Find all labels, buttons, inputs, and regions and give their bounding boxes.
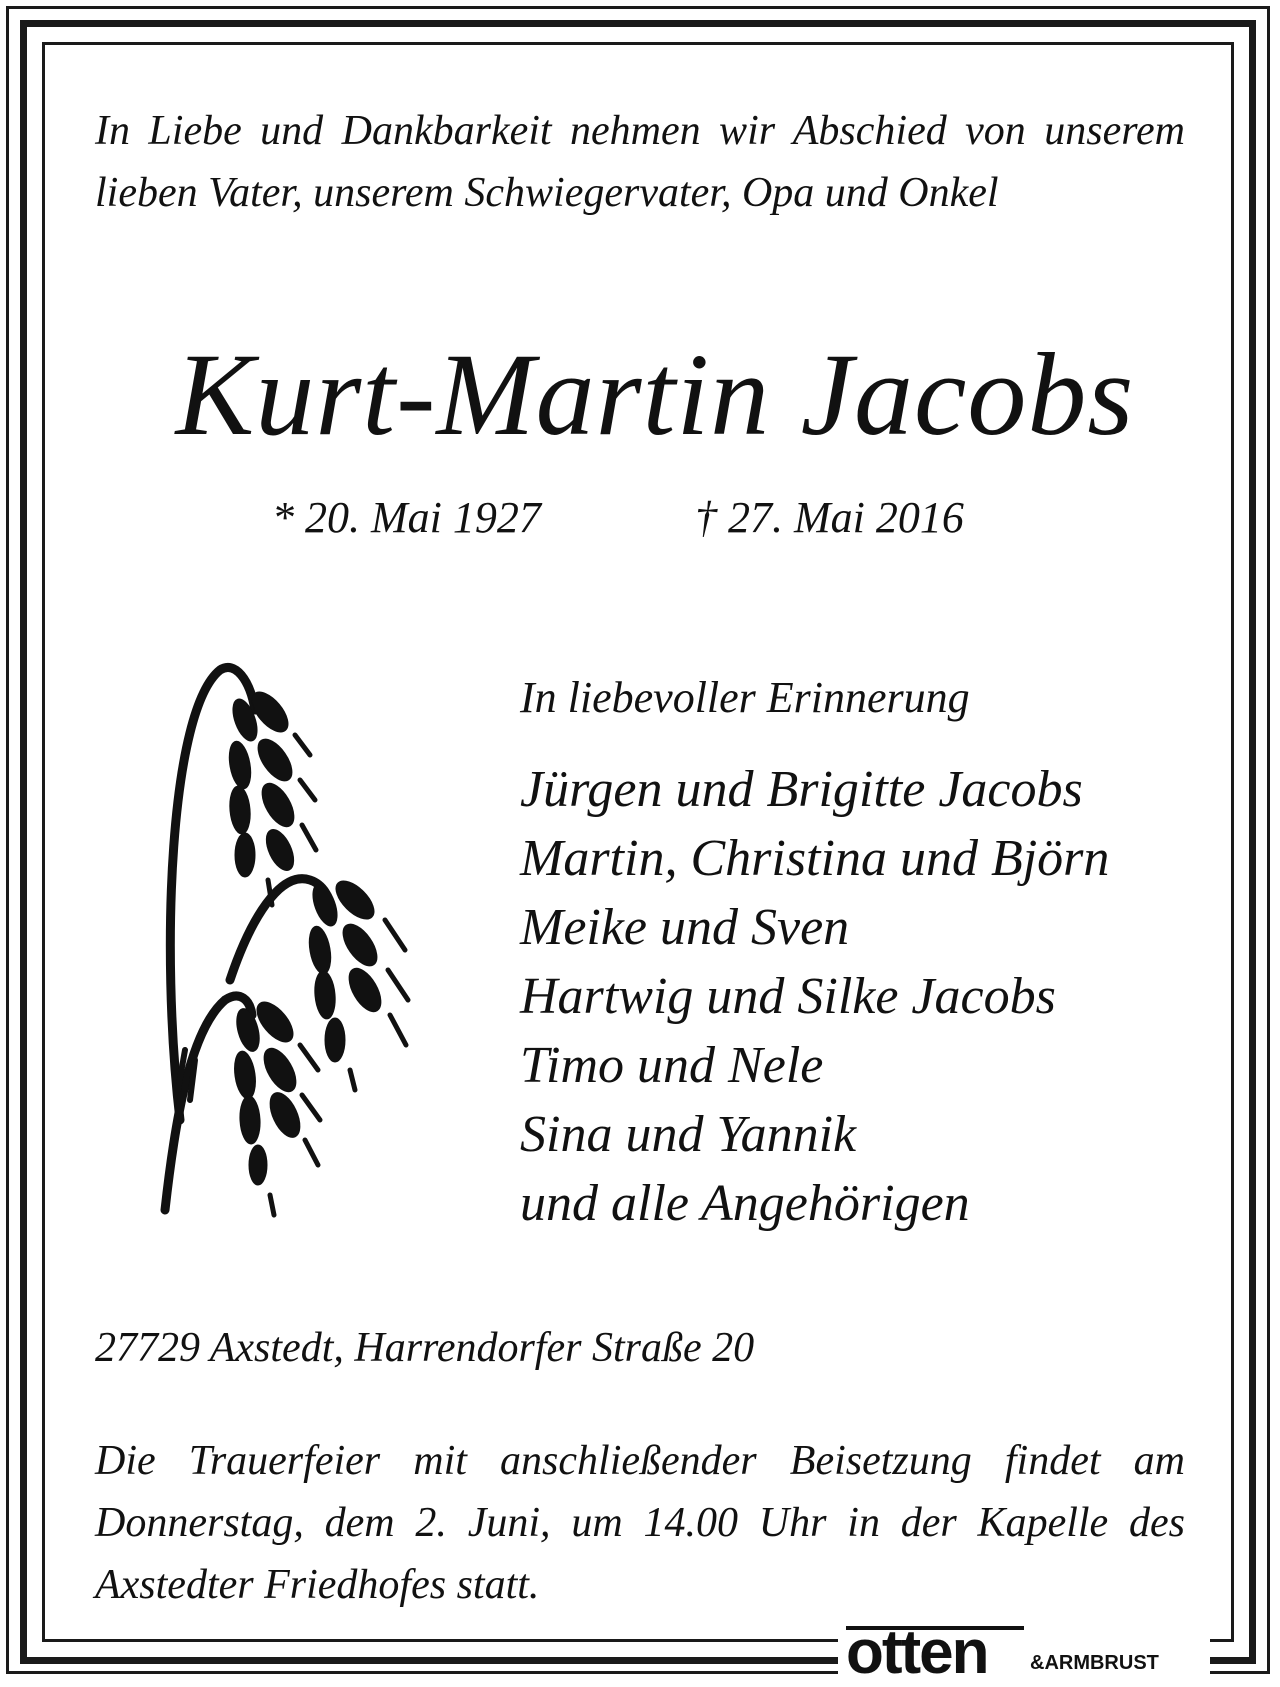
wheat-ears-icon bbox=[150, 650, 440, 1230]
birth-date: * 20. Mai 1927 bbox=[272, 493, 541, 542]
mourners-list bbox=[520, 755, 1109, 1238]
memory-heading: In liebevoller Erinnerung bbox=[520, 673, 970, 722]
deceased-name: Kurt-Martin Jacobs bbox=[175, 329, 1135, 460]
publisher-logo bbox=[838, 1618, 1210, 1687]
logo-sub-text: &ARMBRUST bbox=[1030, 1652, 1159, 1674]
death-date: † 27. Mai 2016 bbox=[695, 493, 964, 542]
mourner-item: Meike und Sven bbox=[520, 899, 850, 956]
mourner-item: Hartwig und Silke Jacobs bbox=[520, 968, 1056, 1025]
logo-main-text: otten bbox=[846, 1618, 988, 1687]
mourner-item: Jürgen und Brigitte Jacobs bbox=[520, 761, 1083, 818]
intro-text: In Liebe und Dankbarkeit nehmen wir Abschied von unserem lieben Vater, unserem Schwiegervater, Opa und Onkel bbox=[95, 108, 1185, 216]
address: 27729 Axstedt, Harrendorfer Straße 20 bbox=[95, 1325, 755, 1371]
mourner-item: Martin, Christina und Björn bbox=[520, 830, 1110, 887]
mourner-item: Timo und Nele bbox=[520, 1037, 824, 1094]
mourner-item: und alle Angehörigen bbox=[520, 1175, 970, 1232]
funeral-service-text: Die Trauerfeier mit anschließender Beisetzung findet am Donnerstag, dem 2. Juni, um 14.00 Uhr in der Kapelle des Axstedter Friedhofes statt. bbox=[95, 1438, 1185, 1608]
mourner-item: Sina und Yannik bbox=[520, 1106, 857, 1163]
